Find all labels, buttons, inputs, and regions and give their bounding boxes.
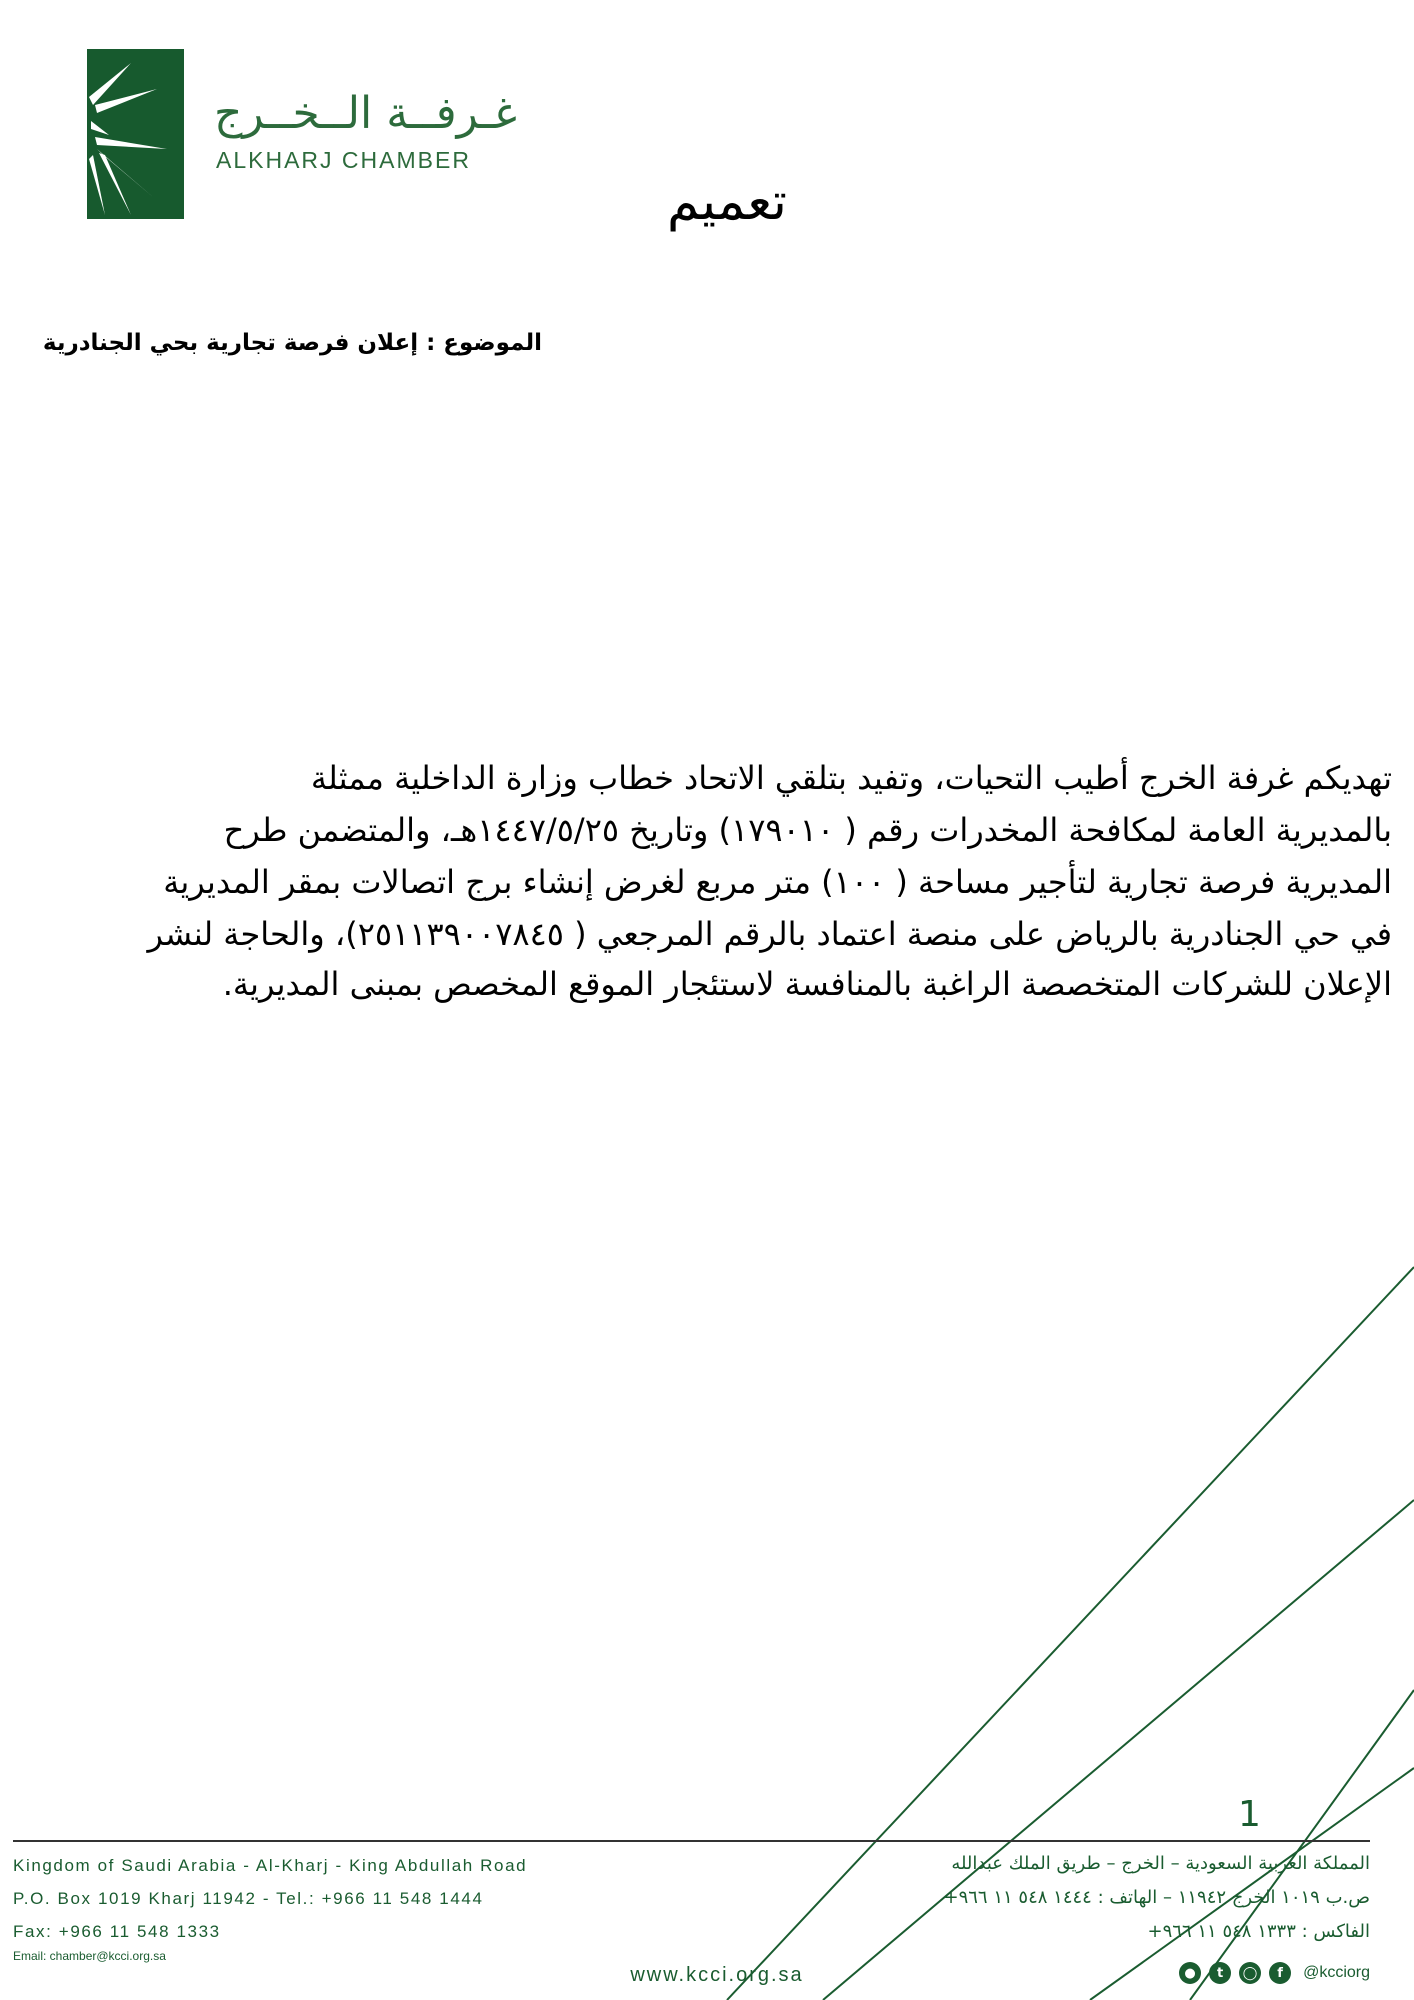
- footer-address-ar: المملكة العربية السعودية – الخرج – طريق الملك عبدالله: [951, 1853, 1370, 1874]
- logo-arabic-text: غـرفــة الــخــرج: [214, 88, 517, 139]
- website-link[interactable]: www.kcci.org.sa: [630, 1964, 804, 1986]
- snapchat-icon[interactable]: ●: [1179, 1962, 1201, 1984]
- subject-line: الموضوع : إعلان فرصة تجارية بحي الجنادرية: [42, 330, 542, 356]
- facebook-icon[interactable]: f: [1269, 1962, 1291, 1984]
- social-handle[interactable]: @kcciorg: [1303, 1964, 1370, 1981]
- logo-english-text: ALKHARJ CHAMBER: [216, 147, 471, 173]
- decorative-line: [1190, 1690, 1414, 2000]
- footer-fax-en: Fax: +966 11 548 1333: [13, 1922, 221, 1941]
- body-line: بالمديرية العامة لمكافحة المخدرات رقم ( ١٧٩٠١٠) وتاريخ ١٤٤٧/٥/٢٥هـ، والمتضمن طرح: [223, 811, 1392, 849]
- body-line: تهديكم غرفة الخرج أطيب التحيات، وتفيد بتلقي الاتحاد خطاب وزارة الداخلية ممثلة: [310, 759, 1392, 797]
- instagram-icon[interactable]: ◯: [1239, 1962, 1261, 1984]
- twitter-icon[interactable]: t: [1209, 1962, 1231, 1984]
- footer-address-en: Kingdom of Saudi Arabia - Al-Kharj - King Abdullah Road: [13, 1856, 528, 1875]
- footer-pobox-en: P.O. Box 1019 Kharj 11942 - Tel.: +966 11 548 1444: [13, 1889, 484, 1908]
- body-line: في حي الجنادرية بالرياض على منصة اعتماد بالرقم المرجعي ( ٢٥١١٣٩٠٠٧٨٤٥)، والحاجة لنشر: [147, 915, 1392, 953]
- footer-email[interactable]: Email: chamber@kcci.org.sa: [13, 1949, 166, 1963]
- body-line: الإعلان للشركات المتخصصة الراغبة بالمنافسة لاستئجار الموقع المخصص بمبنى المديرية.: [222, 965, 1392, 1003]
- social-links: [1179, 1962, 1370, 1984]
- footer-divider: [13, 1840, 1370, 1842]
- title-text: تعميم: [667, 172, 787, 232]
- footer-pobox-ar: ص.ب ١٠١٩ الخرج ١١٩٤٢ – الهاتف : ١٤٤٤ ٥٤٨ ١١ ٩٦٦+: [943, 1887, 1370, 1908]
- body-line: المديرية فرصة تجارية لتأجير مساحة ( ١٠٠) متر مربع لغرض إنشاء برج اتصالات بمقر المديرية: [163, 863, 1392, 901]
- page-number: 1: [1238, 1794, 1261, 1835]
- footer-fax-ar: الفاكس : ١٣٣٣ ٥٤٨ ١١ ٩٦٦+: [1147, 1921, 1370, 1942]
